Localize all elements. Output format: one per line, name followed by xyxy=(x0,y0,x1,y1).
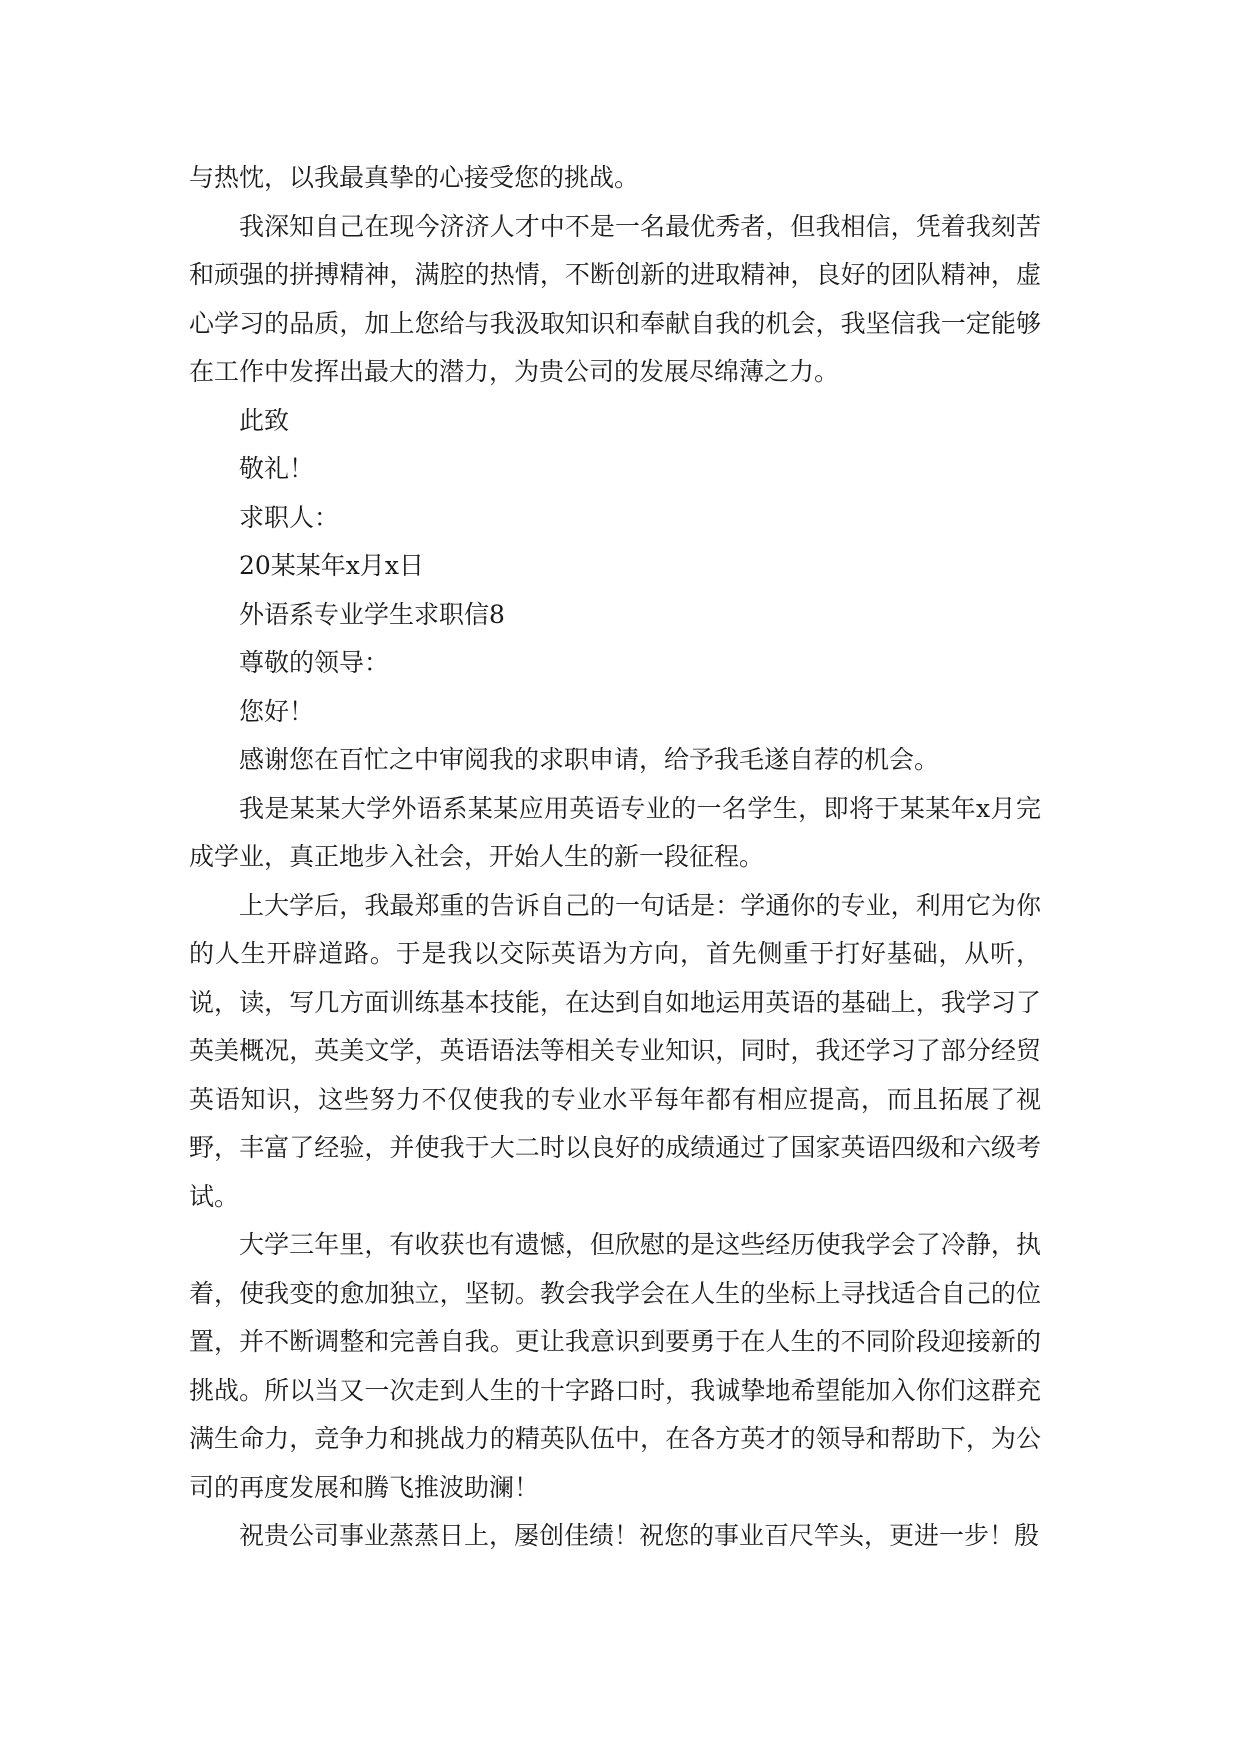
letter-greeting: 尊敬的领导： xyxy=(239,648,390,677)
letter-date: 20某某年x月x日 xyxy=(239,551,425,580)
paragraph-thanks: 感谢您在百忙之中审阅我的求职申请，给予我毛遂自荐的机会。 xyxy=(239,745,940,774)
signature-label: 求职人： xyxy=(239,502,340,532)
paragraph-continuation: 与热忱，以我最真挚的心接受您的挑战。 xyxy=(189,163,640,192)
letter-body xyxy=(189,154,1041,1561)
paragraph-introduction: 我是某某大学外语系某某应用英语专业的一名学生，即将于某某年x月完成学业，真正地步入社会，开始人生的新一段征程。 xyxy=(189,793,1041,871)
paragraph-study: 上大学后，我最郑重的告诉自己的一句话是：学通你的专业，利用它为你的人生开辟道路。于是我以交际英语为方向，首先侧重于打好基础，从听，说，读，写几方面训练基本技能，在达到自如地运用英语的基础上，我学习了英美概况，英美文学，英语语法等相关专业知识，同时，我还学习了部分经贸英语知识，这些努力不仅使我的专业水平每年都有相应提高，而且拓展了视野，丰富了经验，并使我于大二时以良好的成绩通过了国家英语四级和六级考试。 xyxy=(189,890,1041,1211)
closing-regards: 敬礼！ xyxy=(239,454,315,483)
greeting-hello: 您好！ xyxy=(239,696,315,726)
paragraph-wishes: 祝贵公司事业蒸蒸日上，屡创佳绩！祝您的事业百尺竿头，更进一步！殷 xyxy=(239,1521,1040,1550)
closing-salutation: 此致 xyxy=(239,405,290,435)
paragraph-self-assessment: 我深知自己在现今济济人才中不是一名最优秀者，但我相信，凭着我刻苦和顽强的拼搏精神，满腔的热情，不断创新的进取精神，良好的团队精神，虚心学习的品质，加上您给与我汲取知识和奉献自我的机会，我坚信我一定能够在工作中发挥出最大的潜力，为贵公司的发展尽绵薄之力。 xyxy=(189,211,1041,386)
paragraph-reflection: 大学三年里，有收获也有遗憾，但欣慰的是这些经历使我学会了冷静，执着，使我变的愈加独立，坚韧。教会我学会在人生的坐标上寻找适合自己的位置，并不断调整和完善自我。更让我意识到要勇于在人生的不同阶段迎接新的挑战。所以当又一次走到人生的十字路口时，我诚挚地希望能加入你们这群充满生命力，竞争力和挑战力的精英队伍中，在各方英才的领导和帮助下，为公司的再度发展和腾飞推波助澜！ xyxy=(189,1230,1041,1502)
section-title: 外语系专业学生求职信8 xyxy=(239,599,505,629)
